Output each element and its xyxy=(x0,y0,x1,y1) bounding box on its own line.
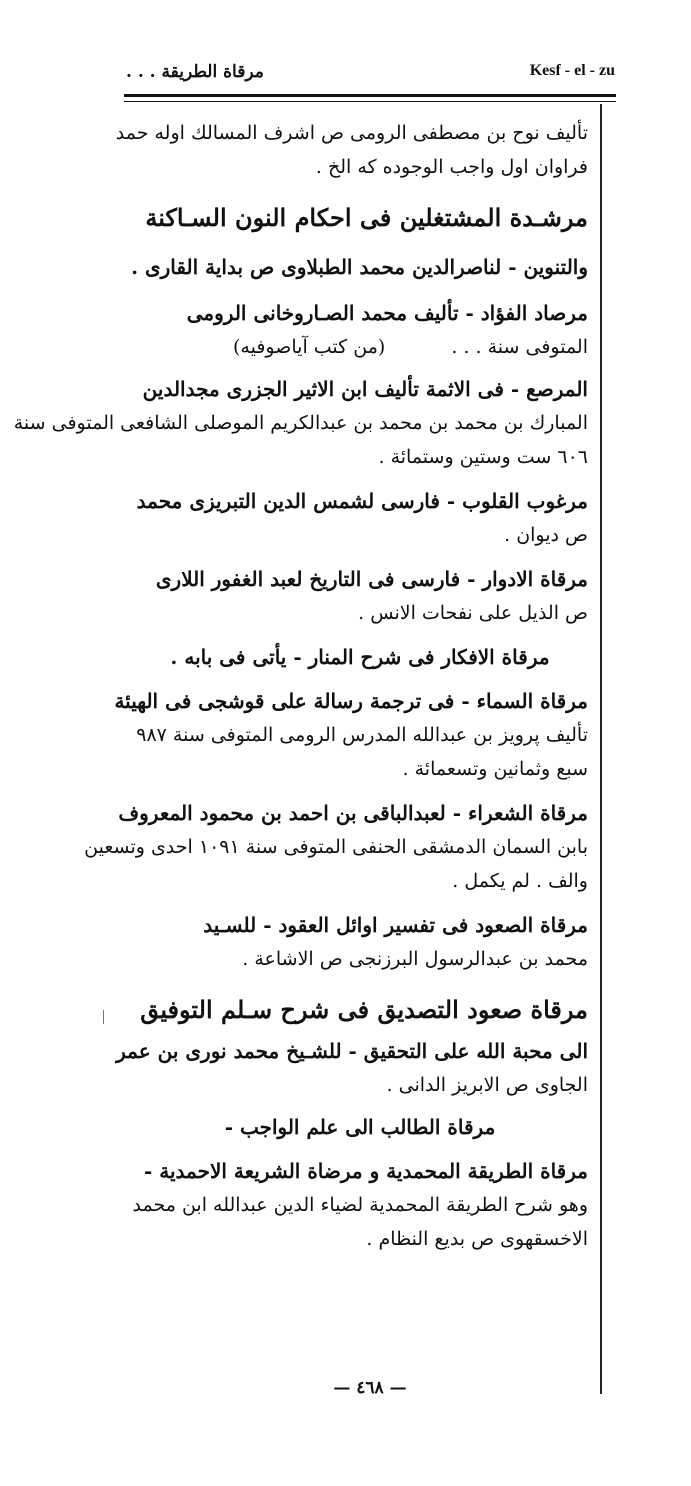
entry-line: ص الذيل على نفحات الانس . xyxy=(358,602,588,624)
entry-line: ٦٠٦ ست وستين وستمائة . xyxy=(378,446,588,468)
entries-column xyxy=(13,116,588,1256)
entry xyxy=(132,194,588,284)
entry-heading: مرقاة الشعراء - لعبدالباقى بن احمد بن محمود المعروف xyxy=(118,801,588,825)
header-right-title: Kesf - el - zu xyxy=(529,62,615,79)
entry xyxy=(132,1154,588,1256)
entry-note: (من كتب آياصوفيه) xyxy=(233,336,386,358)
entry xyxy=(114,684,588,786)
entry-line: المبارك بن محمد بن محمد بن عبدالكريم الموصلى الشافعى المتوفى سنة xyxy=(13,412,588,434)
entry-heading: مرقاة السماء - فى ترجمة رسالة على قوشجى فى الهيئة xyxy=(114,689,588,713)
header-rule xyxy=(124,94,616,97)
entry xyxy=(116,986,588,1102)
entry xyxy=(84,796,588,898)
entry-line: والتنوين - لناصرالدين محمد الطبلاوى ص بداية القارى . xyxy=(131,255,588,279)
entry-line-text: المتوفى سنة . . . xyxy=(451,336,588,358)
entry-line: والف . لم يكمل . xyxy=(452,870,588,892)
header-rule-thin xyxy=(124,101,616,102)
entry-line: الجاوى ص الابريز الدانى . xyxy=(386,1074,588,1096)
entry xyxy=(132,640,588,674)
entry-line: ص ديوان . xyxy=(504,524,588,546)
entry-line: بابن السمان الدمشقى الحنفى المتوفى سنة ١٠٩١ احدى وتسعين xyxy=(84,836,588,858)
entry-heading: مرشـدة المشتغلين فى احكام النون السـاكنة xyxy=(145,203,588,232)
entry xyxy=(132,562,588,630)
entry-heading: مرقاة الطريقة المحمدية و مرضاة الشريعة الاحمدية - xyxy=(144,1159,588,1183)
entry-line: الاخسقهوى ص بديع النظام . xyxy=(366,1228,588,1250)
margin-line xyxy=(600,104,602,1394)
entry-heading: مرقاة صعود التصديق فى شرح سـلم التوفيق xyxy=(140,995,588,1024)
entry-line: فراوان اول واجب الوجوده كه الخ . xyxy=(315,156,588,178)
entry-heading: المرصع - فى الاثمة تأليف ابن الاثير الجزرى مجدالدين xyxy=(142,377,588,401)
entry-heading: مرقاة الطالب الى علم الواجب - xyxy=(224,1115,496,1139)
entry-line xyxy=(132,330,588,364)
entry-heading: مرقاة الافكار فى شرح المنار - يأتى فى بابه . xyxy=(170,645,550,669)
entry-line: تأليف پرويز بن عبدالله المدرس الرومى المتوفى سنة ٩٨٧ xyxy=(136,724,588,746)
entry-line: تأليف نوح بن مصطفى الرومى ص اشرف المسالك اوله حمد xyxy=(115,122,588,144)
entry-line: محمد بن عبدالرسول البرزنجى ص الاشاعة . xyxy=(242,948,588,970)
entry xyxy=(132,908,588,976)
entry-heading: مرقاة الصعود فى تفسير اوائل العقود - للسـيد xyxy=(203,913,588,937)
entry-heading: مرقاة الادوار - فارسى فى التاريخ لعبد الغفور اللارى xyxy=(155,567,588,591)
entry-heading: مرغوب القلوب - فارسى لشمس الدين التبريزى محمد xyxy=(136,489,588,513)
entry-line: وهو شرح الطريقة المحمدية لضياء الدين عبدالله ابن محمد xyxy=(132,1194,588,1216)
entry-heading: مرصاد الفؤاد - تأليف محمد الصـاروخانى الرومى xyxy=(186,301,588,325)
stray-mark xyxy=(103,1010,104,1024)
header-left-title: مرقاة الطريقة . . . xyxy=(126,62,264,82)
entry xyxy=(132,1110,588,1144)
entry-line: الى محبة الله على التحقيق - للشـيخ محمد نورى بن عمر xyxy=(116,1039,588,1063)
entry xyxy=(13,372,588,474)
entry xyxy=(132,484,588,552)
entry xyxy=(132,296,588,364)
entry xyxy=(115,116,588,184)
page-number: — ٤٦٨ — xyxy=(333,1378,407,1398)
entry-line: سبع وثمانين وتسعمائة . xyxy=(402,758,588,780)
